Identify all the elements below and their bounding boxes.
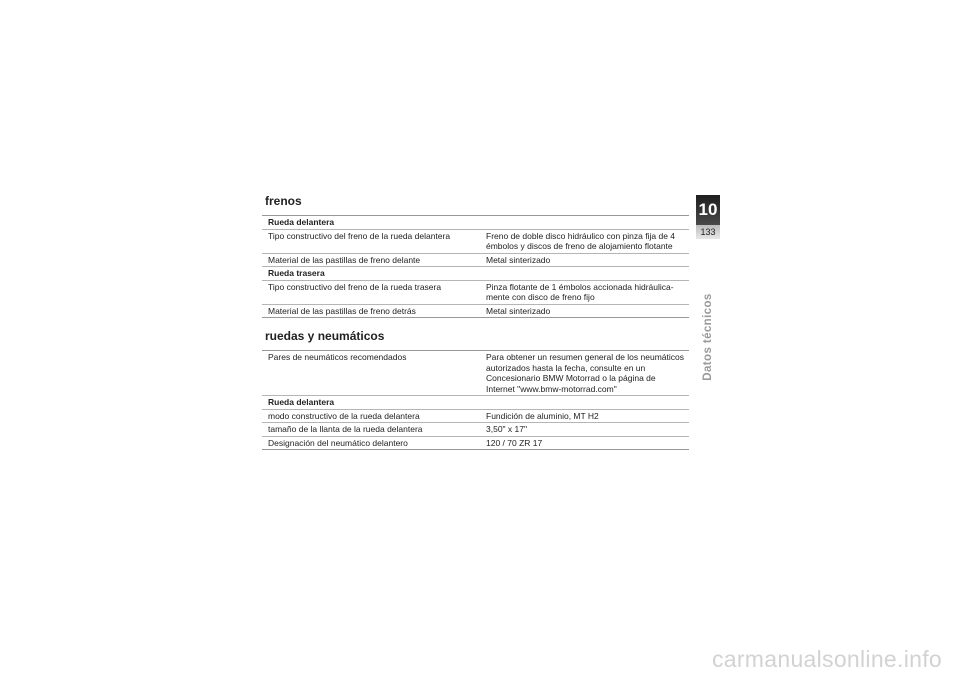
table-row [262,437,689,451]
row-label: Pares de neumáticos recomendados [268,352,407,362]
chapter-label: Datos técnicos [702,293,714,381]
row-label: Tipo constructivo del freno de la rueda trasera [268,281,442,292]
row-heading: Rueda trasera [268,268,325,278]
table-row [262,267,689,281]
table-row [262,410,689,424]
row-heading: Rueda delantera [268,217,335,227]
section-title-wheels: ruedas y neumáticos [265,329,385,343]
table-row [262,423,689,437]
watermark: carmanualsonline.info [711,646,942,672]
table-row [262,396,689,410]
row-value: Fundición de aluminio, MT H2 [486,410,599,421]
row-value: Freno de doble disco hidráulico con pinza fija de 4 émbolos y discos de freno de alojamiento flotante [486,230,676,251]
row-label: Tipo constructivo del freno de la rueda delantera [268,230,451,241]
table-row [262,281,689,305]
section-title-brakes: frenos [265,194,302,208]
brakes-table [262,215,689,318]
row-value: Para obtener un resumen general de los neumáticos autorizados hasta la fecha, consulte en un Concesionario BMW Motorrad o la página de Internet "www.bmw-motorrad.com" [486,352,684,394]
page-number: 133 [696,225,720,239]
row-value: Pinza flotante de 1 émbolos accionada hidráulica-mente con disco de freno fijo [486,281,674,302]
row-value: 120 / 70 ZR 17 [486,437,543,448]
row-label: tamaño de la llanta de la rueda delantera [268,424,423,434]
row-value: 3,50" x 17" [486,424,528,434]
chapter-tab [696,195,720,239]
row-label: modo constructivo de la rueda delantera [268,410,420,421]
row-label: Material de las pastillas de freno delante [268,254,421,265]
chapter-number: 10 [696,195,720,225]
row-value: Metal sinterizado [486,254,551,265]
wheels-table [262,350,689,450]
table-row [262,254,689,268]
table-row [262,305,689,319]
row-label: Designación del neumático delantero [268,437,408,448]
row-label: Material de las pastillas de freno detrás [268,305,416,316]
table-row [262,216,689,230]
table-row [262,230,689,254]
row-value: Metal sinterizado [486,305,551,316]
spec-content [262,193,689,450]
row-heading: Rueda delantera [268,397,335,407]
table-row [262,351,689,396]
